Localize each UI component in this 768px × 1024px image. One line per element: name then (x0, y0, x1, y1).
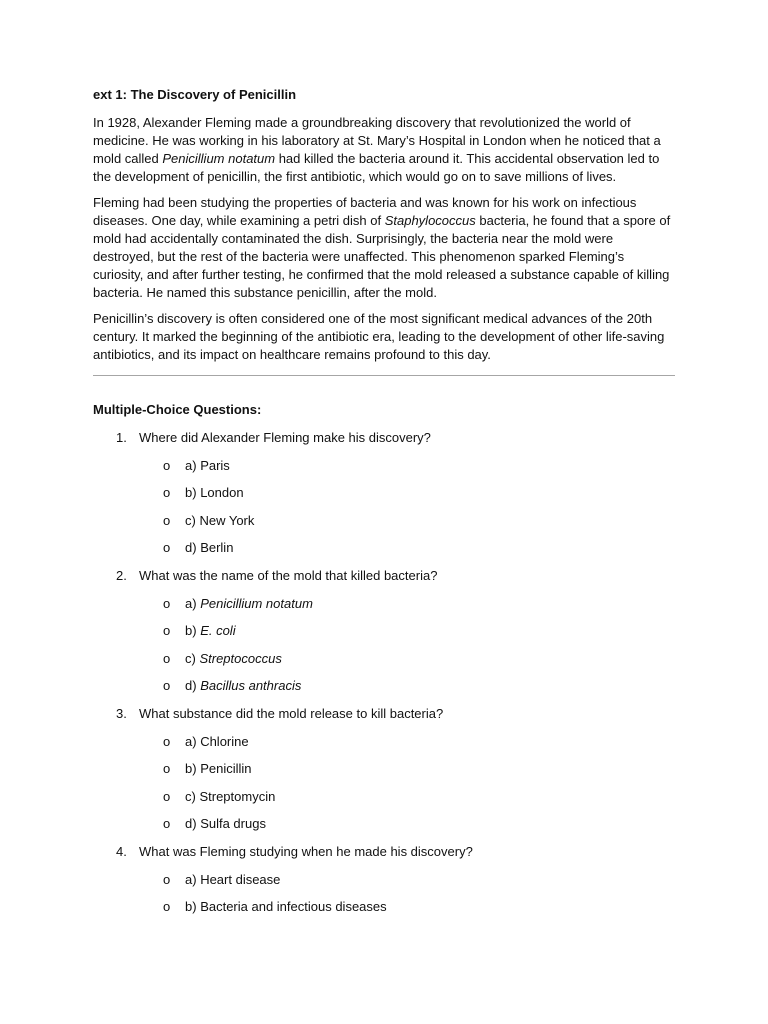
paragraph-3: Penicillin’s discovery is often considered one of the most significant medical advances of the 20th century. It marked the beginning of the antibiotic era, leading to the development of other life-saving antibiotics, and its impact on healthcare remains profound to this day. (93, 311, 665, 362)
circle-bullet-icon: o (163, 678, 171, 694)
answer-option-text (185, 871, 280, 889)
answer-option (93, 733, 675, 761)
question-list (93, 429, 675, 926)
question-1 (93, 429, 675, 457)
option-letter: a) (185, 871, 197, 887)
answer-option (93, 760, 675, 788)
question-text: What was the name of the mold that killed bacteria? (139, 567, 438, 583)
option-label: Sulfa drugs (200, 816, 266, 832)
paragraph-1: In 1928, Alexander Fleming made a groundbreaking discovery that revolutionized the world of medicine. He was working in his laboratory at St. Mary’s Hospital in London when he noticed that a mold called Penicillium notatum had killed the bacteria around it. This accidental observation led to the development of penicillin, the first antibiotic, which would go on to save millions of lives. (93, 115, 661, 184)
option-label: Streptomycin (199, 788, 276, 804)
answer-option-text (185, 677, 301, 695)
answer-option (93, 539, 675, 567)
answer-option (93, 677, 675, 705)
option-label: E. coli (200, 623, 236, 639)
circle-bullet-icon: o (163, 512, 171, 528)
question-number: 4. (116, 843, 127, 859)
question-3 (93, 705, 675, 733)
answer-option (93, 595, 675, 623)
option-label: Penicillin (200, 761, 252, 777)
answer-option (93, 622, 675, 650)
answer-option (93, 788, 675, 816)
answer-option-text (185, 539, 233, 557)
question-text: What was Fleming studying when he made his discovery? (139, 843, 473, 859)
answer-option (93, 484, 675, 512)
answer-option-text (185, 898, 387, 916)
option-label: Chlorine (200, 733, 249, 749)
circle-bullet-icon: o (163, 457, 171, 473)
answer-option (93, 871, 675, 899)
option-letter: b) (185, 899, 197, 915)
answer-option-text (185, 815, 266, 833)
circle-bullet-icon: o (163, 540, 171, 556)
circle-bullet-icon: o (163, 788, 171, 804)
question-number: 1. (116, 430, 127, 445)
circle-bullet-icon: o (163, 595, 171, 611)
answer-option (93, 650, 675, 678)
option-letter: c) (185, 512, 196, 528)
option-label: Streptococcus (199, 650, 282, 666)
question-number: 2. (116, 567, 127, 583)
option-letter: d) (185, 816, 197, 832)
mcq-heading: Multiple-Choice Questions: (93, 402, 262, 417)
option-label: Paris (200, 457, 230, 473)
answer-option-text (185, 512, 254, 530)
option-letter: d) (185, 540, 197, 556)
option-letter: c) (185, 788, 196, 804)
option-letter: b) (185, 623, 197, 639)
answer-option (93, 457, 675, 485)
answer-option (93, 898, 675, 926)
paragraph-2: Fleming had been studying the properties of bacteria and was known for his work on infectious diseases. One day, while examining a petri dish of Staphylococcus bacteria, he found that a spore of mold had accidentally contaminated the dish. Surprisingly, the bacteria near the mold were destroyed, but the rest of the bacteria were unaffected. This phenomenon sparked Fleming’s curiosity, and after further testing, he confirmed that the mold released a substance capable of killing bacteria. He named this substance penicillin, after the mold. (93, 195, 671, 300)
answer-option-text (185, 622, 236, 640)
circle-bullet-icon: o (163, 871, 171, 887)
option-letter: b) (185, 761, 197, 777)
option-letter: a) (185, 733, 197, 749)
answer-option-text (185, 457, 230, 475)
answer-option-text (185, 788, 275, 806)
horizontal-divider (93, 375, 675, 376)
option-label: Penicillium notatum (200, 595, 313, 611)
document-title: ext 1: The Discovery of Penicillin (93, 87, 297, 102)
answer-option-text (185, 595, 313, 613)
answer-option-text (185, 650, 282, 668)
circle-bullet-icon: o (163, 623, 171, 639)
answer-option-text (185, 733, 249, 751)
option-label: Bacteria and infectious diseases (200, 899, 387, 915)
option-letter: a) (185, 457, 197, 473)
option-label: New York (199, 512, 255, 528)
option-label: Heart disease (200, 871, 281, 887)
option-letter: d) (185, 678, 197, 694)
option-label: Bacillus anthracis (200, 678, 302, 694)
circle-bullet-icon: o (163, 761, 171, 777)
question-4 (93, 843, 675, 871)
option-letter: b) (185, 485, 197, 501)
circle-bullet-icon: o (163, 899, 171, 915)
circle-bullet-icon: o (163, 485, 171, 501)
option-label: Berlin (200, 540, 234, 556)
question-2 (93, 567, 675, 595)
answer-option (93, 815, 675, 843)
circle-bullet-icon: o (163, 816, 171, 832)
option-letter: a) (185, 595, 197, 611)
answer-option-text (185, 484, 244, 502)
species-name: Penicillium notatum (162, 151, 276, 166)
option-label: London (200, 485, 244, 501)
species-name: Staphylococcus (384, 213, 476, 228)
question-text: Where did Alexander Fleming make his discovery? (139, 430, 431, 445)
document-page (93, 86, 675, 926)
circle-bullet-icon: o (163, 733, 171, 749)
question-number: 3. (116, 705, 127, 721)
answer-option-text (185, 760, 252, 778)
option-letter: c) (185, 650, 196, 666)
circle-bullet-icon: o (163, 650, 171, 666)
answer-option (93, 512, 675, 540)
question-text: What substance did the mold release to kill bacteria? (139, 705, 444, 721)
